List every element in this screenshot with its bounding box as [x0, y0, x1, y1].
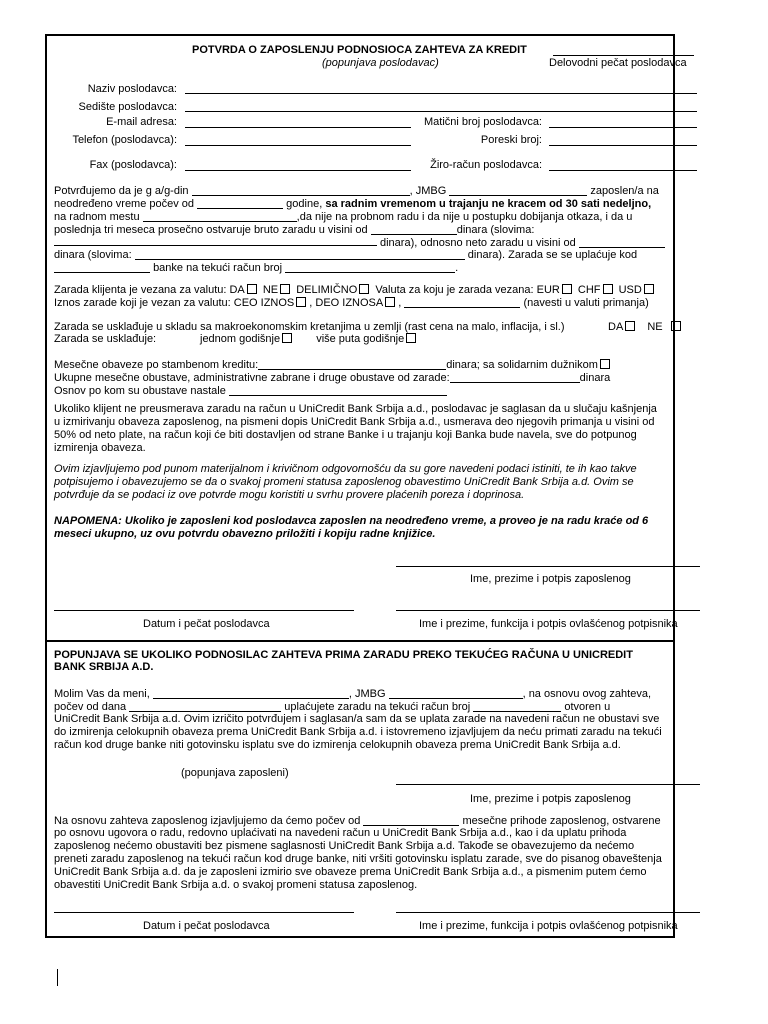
chf-label: CHF — [577, 284, 601, 296]
date-stamp2-line[interactable] — [54, 912, 354, 913]
start-date-text: neodređeno vreme počev od — [54, 198, 195, 210]
employer-commit-line-6: obavestiti UniCredit Bank Srbija a.d. o svakoj promeni statusa zaposlenog. — [54, 879, 418, 891]
fax-label: Fax (poslodavca): — [89, 159, 177, 171]
note-line-2: meseci ukupno, uz ovu potvrdu obavezno priložiti i kopiju radne knjižice. — [54, 528, 436, 540]
currency-note-text: (navesti u valuti primanja) — [523, 297, 649, 309]
opened-at-text: otvoren u — [564, 701, 611, 713]
jmbg2-label: , JMBG — [348, 688, 386, 700]
employee2-signature-label: Ime, prezime i potpis zaposlenog — [470, 793, 631, 805]
part-amount-label: , DEO IZNOSA — [309, 297, 384, 309]
form-title: POTVRDA O ZAPOSLENJU PODNOSIOCA ZAHTEVA ZA KREDIT — [192, 44, 527, 56]
jmbg-field[interactable] — [449, 184, 587, 196]
comma-text: , — [398, 297, 402, 309]
pay-to-account-text: uplaćujete zaradu na tekući račun broj — [284, 701, 471, 713]
gross-words-text: dinara (slovima: — [456, 224, 535, 236]
from-date-text: počev od dana — [54, 701, 127, 713]
employer-commit-line-1 — [54, 814, 661, 828]
bank-account-field[interactable] — [285, 261, 455, 273]
jmbg2-field[interactable] — [389, 687, 523, 699]
net-words-text: dinara (slovima: — [54, 249, 132, 261]
employer-commit-line-5: UniCredit Bank Srbija a.d. da je zaposleni izmirio sve obaveze prema UniCredit Bank Srbija a.d., a pismenim putem ćemo — [54, 866, 647, 878]
credit-number-field[interactable] — [553, 55, 694, 56]
working-hours-text: sa radnim vremenom u trajanju ne kracem od 30 sati nedeljno, — [325, 198, 652, 210]
adjust-ne-label: NE — [647, 321, 663, 333]
request-basis-text: , na osnovu ovog zahteva, — [522, 688, 652, 700]
co-debtor-checkbox[interactable] — [600, 359, 610, 369]
co-debtor-text: dinara; sa solidarnim dužnikom — [446, 359, 598, 371]
bank-name-field[interactable] — [54, 261, 150, 273]
start-date-field[interactable] — [197, 197, 283, 209]
net-text: dinara), odnosno neto zaradu u visini od — [380, 237, 576, 249]
deductions-basis-text: Osnov po kom su obustave nastale — [54, 385, 226, 397]
adjust-da-label: DA — [608, 321, 624, 333]
request-line-4: do izmirenja celokupnih obaveza prema UniCredit Bank Srbija a.d. i istovremeno izjavljujem da neću primati zaradu na tekući — [54, 726, 662, 738]
paid-at-text: dinara). Zarada se se uplaćuje kod — [467, 249, 638, 261]
date-stamp2-label: Datum i pečat poslodavca — [143, 920, 270, 932]
part-amount-checkbox[interactable] — [385, 297, 395, 307]
currency-linked-text: Zarada klijenta je vezana za valutu: DA — [54, 284, 245, 296]
request-line-1 — [54, 687, 651, 701]
fax-field[interactable] — [185, 170, 411, 171]
employee-name-field[interactable] — [192, 184, 410, 196]
date-stamp-line[interactable] — [54, 610, 354, 611]
confirm-line-3 — [54, 210, 632, 224]
gross-words-field[interactable] — [54, 245, 377, 246]
currency-partial-checkbox[interactable] — [359, 284, 369, 294]
monthly-income-text: mesečne prihode zaposlenog, ostvarene — [462, 815, 661, 827]
obligations-line-1 — [54, 358, 613, 372]
adjust-text: Zarada se usklađuje u skladu sa makroekonomskim kretanjima u zemlji (rast cena na malo, inflacija, i sl.) — [54, 321, 565, 333]
net-amount-field[interactable] — [579, 236, 665, 248]
reg-number-label: Matični broj poslodavca: — [423, 116, 542, 128]
employer-commit-line-4: preneti zaradu zaposlenog na tekući račun kod druge banke, niti vršiti gotovinsku isplatu zarade, sve do pisanog obaveštenja — [54, 853, 662, 865]
currency-ne-label: NE — [262, 284, 279, 296]
requester-name-field[interactable] — [153, 687, 349, 699]
position-field[interactable] — [143, 210, 297, 222]
email-field[interactable] — [185, 127, 411, 128]
liability-para-line-1: Ovim izjavljujemo pod punom materijalnom i krivičnom odgovornošću da su gore navedeni podaci istiniti, te ih kao takve — [54, 463, 637, 475]
gross-text: poslednja tri meseca prosečno ostvaruje bruto zaradu u visini od — [54, 224, 368, 236]
employer-seat-field[interactable] — [185, 111, 697, 112]
adjust-da-checkbox[interactable] — [625, 321, 635, 331]
usd-label: USD — [618, 284, 642, 296]
tax-number-label: Poreski broj: — [480, 134, 542, 146]
confirm-line-2 — [54, 197, 651, 211]
authorized-signature-label: Ime i prezime, funkcija i potpis ovlašćenog potpisnika — [419, 618, 678, 630]
employer-name-label: Naziv poslodavca: — [87, 83, 177, 95]
confirm-line-4 — [54, 223, 534, 237]
once-label: jednom godišnje — [200, 333, 281, 345]
text-cursor — [57, 969, 58, 986]
employee-signature-label: Ime, prezime i potpis zaposlenog — [470, 573, 631, 585]
adjust-freq-options — [200, 333, 419, 346]
request-text: Molim Vas da meni, — [54, 688, 150, 700]
housing-loan-field[interactable] — [258, 358, 446, 370]
tax-number-field[interactable] — [549, 145, 697, 146]
jmbg-label: , JMBG — [409, 185, 447, 197]
more-label: više puta godišnje — [316, 333, 405, 345]
note-text: Ukoliko je zaposleni kod poslodavca zaposlen na neodređeno vreme, a proveo je na radu kraće od 6 — [124, 515, 649, 527]
stamp-label: Delovodni pečat poslodavca — [549, 57, 687, 69]
confirm-line-7: banke na tekući račun broj . — [54, 261, 458, 275]
date-stamp-label: Datum i pečat poslodavca — [143, 618, 270, 630]
employee-signature-line[interactable] — [396, 566, 700, 567]
full-amount-checkbox[interactable] — [296, 297, 306, 307]
employee2-signature-line[interactable] — [396, 784, 700, 785]
confirm-line-6 — [54, 248, 637, 262]
more-checkbox[interactable] — [406, 333, 416, 343]
position-text: na radnom mestu — [54, 211, 140, 223]
employer-name-field[interactable] — [185, 93, 697, 94]
section2-title-line-1: POPUNJAVA SE UKOLIKO PODNOSILAC ZAHTEVA PRIMA ZARADU PREKO TEKUĆEG RAČUNA U UNICREDIT — [54, 649, 633, 661]
net-words-field[interactable] — [135, 248, 465, 260]
gross-amount-field[interactable] — [371, 223, 457, 235]
housing-loan-text: Mesečne obaveze po stambenom kreditu: — [54, 359, 259, 371]
deductions-text: Ukupne mesečne obustave, administrativne zabrane i druge obustave od zarade: — [54, 372, 450, 384]
note-label: NAPOMENA: — [54, 515, 122, 527]
adjust-options — [608, 321, 684, 334]
employer-commit-line-3: zaposlenog nećemo obustaviti bez pismene saglasnosti UniCredit Bank Srbija a.d. Takođe se obavezujemo da nećemo — [54, 840, 635, 852]
obligations-line-2 — [54, 371, 610, 385]
filled-by-employee-label: (popunjava zaposleni) — [181, 767, 289, 779]
authorized-signature-line[interactable] — [396, 610, 700, 611]
adjust-ne-checkbox[interactable] — [671, 321, 681, 331]
liability-para-line-3: potvrđuje da se podaci iz ove potvrde mogu koristiti u svrhu provere plaćenih poreza i doprinosa. — [54, 489, 525, 501]
confirm-text: Potvrđujemo da je g a/g-din — [54, 185, 189, 197]
authorized2-signature-line[interactable] — [396, 912, 700, 913]
year-text: godine, — [286, 198, 323, 210]
commit-date-field[interactable] — [363, 814, 459, 826]
section-divider — [45, 640, 675, 642]
employed-text: zaposlen/a na — [590, 185, 659, 197]
email-label: E-mail adresa: — [106, 116, 177, 128]
redirect-para-line-3: 50% od neto plate, na račun koji će biti dostavljen od strane Banke i u trajanju koji Banka bude navela, sve do potpunog — [54, 429, 637, 441]
redirect-para-line-2: u izmirivanju obaveza zaposlenog, na pismeni dopis UniCredit Bank Srbija a.d., usmerava deo njegovih primanja u visini od — [54, 416, 655, 428]
adjust-freq-text: Zarada se usklađuje: — [54, 333, 157, 345]
redirect-para-line-4: izmirenja obaveza. — [54, 442, 146, 454]
request-line-5: račun kod druge banke niti gotovinsku isplatu sve do izmirenja celokupnih obaveza prema UniCredit Bank Srbija a.d. — [54, 739, 621, 751]
request-line-3: UniCredit Bank Srbija a.d. Ovim izričito potvrđujem i saglasan/a sam da se uplata zarade na navedeni račun ne obustavi sve — [54, 713, 660, 725]
currency-line-2 — [54, 296, 649, 310]
phone-field[interactable] — [185, 145, 411, 146]
section2-title-line-2: BANK SRBIJA A.D. — [54, 661, 154, 673]
currency-da-checkbox[interactable] — [247, 284, 257, 294]
probation-text: ,da nije na probnom radu i da nije u postupku dobijanja otkaza, i da u — [296, 211, 633, 223]
eur-label: EUR — [536, 284, 560, 296]
part-amount-field[interactable] — [404, 296, 520, 308]
currency-ne-checkbox[interactable] — [280, 284, 290, 294]
adjust-line-2 — [54, 333, 156, 346]
currency-which-text: Valuta za koju je zarada vezana: — [375, 284, 534, 296]
deductions-basis-field[interactable] — [229, 384, 447, 396]
eur-checkbox[interactable] — [562, 284, 572, 294]
phone-label: Telefon (poslodavca): — [72, 134, 177, 146]
confirm-line-1 — [54, 184, 659, 198]
liability-para-line-2: potpisujemo i obavezujemo se da o svakoj promeni statusa zaposlenog obavestimo UniCredit Bank Srbija a.d. Ovim se — [54, 476, 634, 488]
reg-number-field[interactable] — [549, 127, 697, 128]
employer-seat-label: Sedište poslodavca: — [78, 101, 177, 113]
current-account-field[interactable] — [473, 700, 561, 712]
employer-commit-text: Na osnovu zahteva zaposlenog izjavljujemo da ćemo počev od — [54, 815, 361, 827]
note-line-1 — [54, 515, 648, 528]
obligations-line-3 — [54, 384, 447, 398]
usd-checkbox[interactable] — [644, 284, 654, 294]
account-label: Žiro-račun poslodavca: — [430, 159, 542, 171]
employer-commit-line-2: po osnovu ugovora o radu, redovno uplaćivati na navedeni račun u UniCredit Bank Srbija a.d., kao i da uplatu prihoda — [54, 827, 627, 839]
deductions-unit: dinara — [579, 372, 611, 384]
amount-linked-text: Iznos zarade koji je vezan za valutu: CEO IZNOS — [54, 297, 295, 309]
account-field[interactable] — [549, 170, 697, 171]
form-subtitle: (popunjava poslodavac) — [322, 57, 439, 69]
from-date-field[interactable] — [129, 700, 281, 712]
redirect-para-line-1: Ukoliko klijent ne preusmerava zaradu na račun u UniCredit Bank Srbija a.d., poslodavac je saglasan da u slučaju kašnjenja — [54, 403, 657, 415]
authorized2-signature-label: Ime i prezime, funkcija i potpis ovlašćenog potpisnika — [419, 920, 678, 932]
bank-account-text: banke na tekući račun broj — [153, 262, 283, 274]
chf-checkbox[interactable] — [603, 284, 613, 294]
request-line-2 — [54, 700, 610, 714]
deductions-field[interactable] — [450, 371, 580, 383]
once-checkbox[interactable] — [282, 333, 292, 343]
currency-partial-label: DELIMIČNO — [296, 284, 358, 296]
